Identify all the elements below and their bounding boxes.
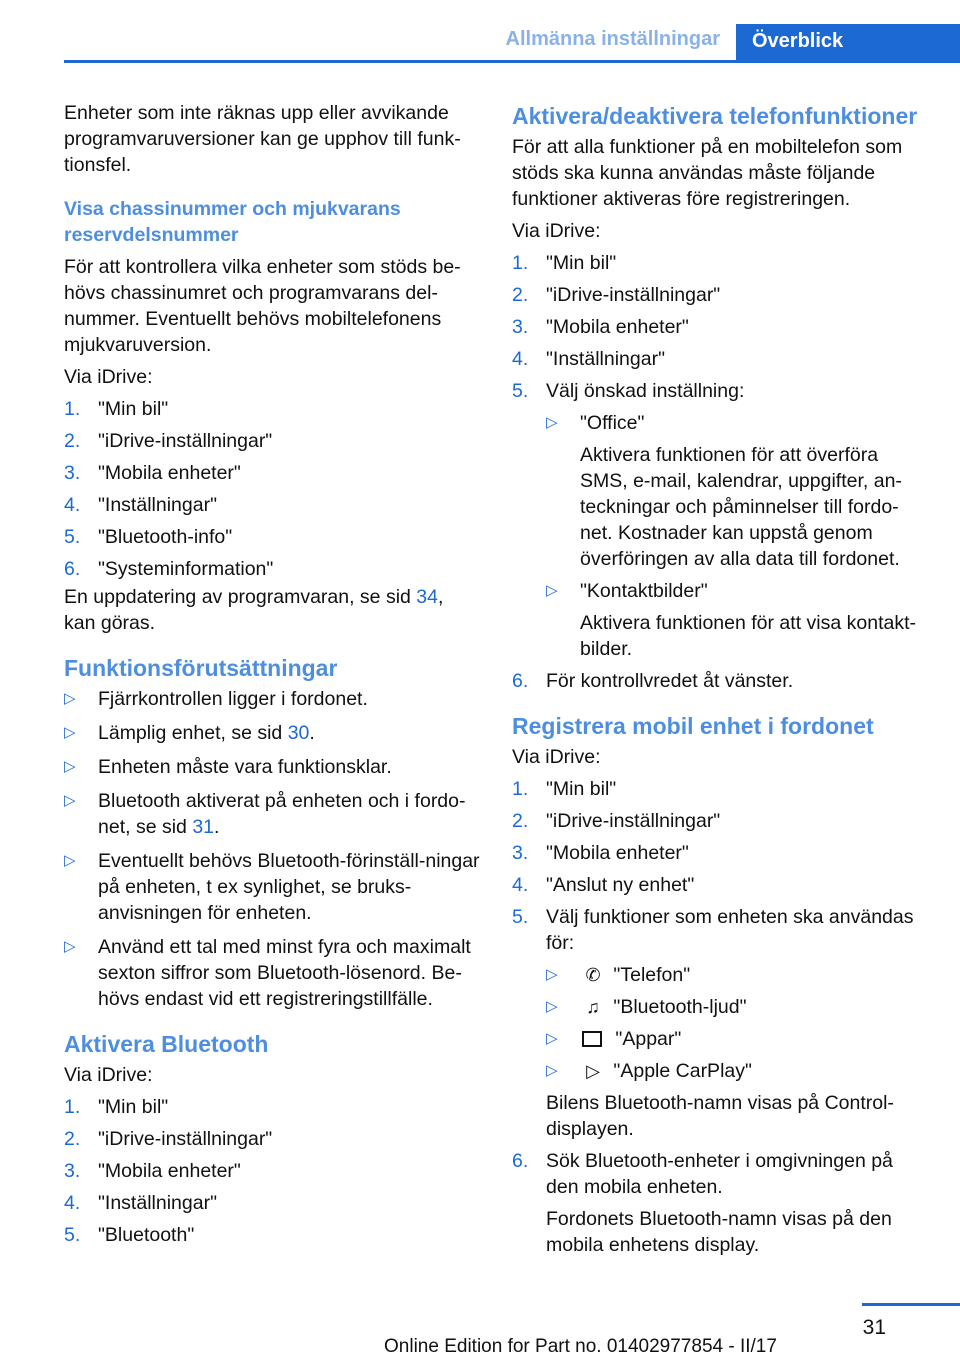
step-number: 5. xyxy=(64,526,81,548)
bullet-text: Eventuellt behövs Bluetooth-förinställ-ningar på enheten, t ex synlighet, se bruks-anvisningen för enheten. xyxy=(98,850,480,924)
step-text: "iDrive-inställningar" xyxy=(546,810,721,832)
option-description: Aktivera funktionen för att överföra SMS, e-mail, kalendrar, uppgifter, an-teckningar och påminnelser till fordo-net. Kostnader kan uppstå genom överföringen av alla data till fordonet. xyxy=(580,444,902,570)
bullet-text: Enheten måste vara funktionsklar. xyxy=(98,756,392,778)
option-item xyxy=(546,410,928,572)
step-text: För kontrollvredet åt vänster. xyxy=(546,670,794,692)
prerequisites-list xyxy=(64,686,480,1012)
header-tab xyxy=(736,24,960,63)
step-text: "iDrive-inställningar" xyxy=(98,1128,273,1150)
triangle-bullet-icon: ▷ xyxy=(546,998,558,1015)
step-item xyxy=(512,1148,928,1258)
header-section-title: Allmänna inställningar xyxy=(505,28,720,50)
step-number: 1. xyxy=(64,398,81,420)
step-item xyxy=(512,314,928,340)
step-item xyxy=(512,808,928,834)
option-item xyxy=(546,962,928,988)
step-text: "Inställningar" xyxy=(546,348,665,370)
header-rule xyxy=(64,60,960,63)
step-item xyxy=(512,282,928,308)
step-text: "Min bil" xyxy=(98,398,169,420)
section-heading-chassis: Visa chassinummer och mjukvarans reservdelsnummer xyxy=(64,198,401,246)
step-text: Välj önskad inställning: xyxy=(546,380,745,402)
step-text: "Anslut ny enhet" xyxy=(546,874,695,896)
chassis-steps xyxy=(64,396,480,582)
update-text-pre: En uppdatering av programvaran, se sid xyxy=(64,586,417,608)
step-number: 6. xyxy=(512,1150,529,1172)
step-text: "Inställningar" xyxy=(98,1192,217,1214)
right-column xyxy=(512,102,928,1264)
step-item xyxy=(64,1158,480,1184)
bullet-item xyxy=(64,686,480,712)
edition-footer: Online Edition for Part no. 01402977854 - II/17 xyxy=(384,1336,777,1357)
step-text: "Mobila enheter" xyxy=(98,1160,241,1182)
step-text: Välj funktioner som enheten ska användas för: xyxy=(546,906,914,954)
step-item xyxy=(64,460,480,486)
step-text: "Min bil" xyxy=(546,252,617,274)
step-number: 2. xyxy=(64,1128,81,1150)
step-number: 1. xyxy=(512,252,529,274)
step-text: "Bluetooth" xyxy=(98,1224,195,1246)
bullet-item xyxy=(64,934,480,1012)
option-label: "Apple CarPlay" xyxy=(613,1060,752,1082)
option-item xyxy=(546,1026,928,1052)
step-item xyxy=(512,840,928,866)
bullet-item xyxy=(64,788,480,840)
step-note: Bilens Bluetooth-namn visas på Control-displayen. xyxy=(546,1092,894,1140)
bluetooth-via: Via iDrive: xyxy=(64,1064,153,1086)
function-options-list xyxy=(546,962,928,1084)
intro-text: Enheter som inte räknas upp eller avvikande programvaruversioner kan ge upphov till funk-tionsfel. xyxy=(64,102,461,176)
option-label: "Bluetooth-ljud" xyxy=(613,996,747,1018)
step-number: 5. xyxy=(512,906,529,928)
option-description: Aktivera funktionen för att visa kontakt-bilder. xyxy=(580,612,916,660)
left-column xyxy=(64,100,480,1254)
apps-icon xyxy=(582,1031,602,1047)
option-item xyxy=(546,578,928,662)
step-number: 2. xyxy=(512,810,529,832)
step-number: 4. xyxy=(64,1192,81,1214)
step-item xyxy=(512,346,928,372)
section-heading-register-device: Registrera mobil enhet i fordonet xyxy=(512,713,874,739)
step-item xyxy=(64,524,480,550)
step-item xyxy=(64,1126,480,1152)
step-item xyxy=(64,492,480,518)
step-text: Sök Bluetooth-enheter i omgivningen på den mobila enheten. xyxy=(546,1150,893,1198)
step-number: 5. xyxy=(64,1224,81,1246)
step-number: 2. xyxy=(64,430,81,452)
header-tab-label: Överblick xyxy=(752,30,844,52)
triangle-bullet-icon: ▷ xyxy=(546,1062,558,1079)
bluetooth-steps xyxy=(64,1094,480,1248)
section-heading-phone-functions: Aktivera/deaktivera telefonfunktioner xyxy=(512,103,918,129)
step-text: "iDrive-inställningar" xyxy=(546,284,721,306)
triangle-bullet-icon: ▷ xyxy=(64,758,76,775)
step-number: 1. xyxy=(64,1096,81,1118)
step-text: "Mobila enheter" xyxy=(546,842,689,864)
step-number: 3. xyxy=(512,316,529,338)
bullet-text-post: . xyxy=(309,722,315,744)
footer-rule xyxy=(862,1303,960,1306)
step-number: 5. xyxy=(512,380,529,402)
triangle-bullet-icon: ▷ xyxy=(64,690,76,707)
bullet-item xyxy=(64,848,480,926)
step-item xyxy=(64,1222,480,1248)
triangle-bullet-icon: ▷ xyxy=(64,852,76,869)
step-number: 2. xyxy=(512,284,529,306)
bullet-text-pre: Lämplig enhet, se sid xyxy=(98,722,288,744)
page-link-31[interactable]: 31 xyxy=(192,816,215,838)
phone-functions-text: För att alla funktioner på en mobiltelefon som stöds ska kunna användas måste följande funktioner aktiveras före registreringen. xyxy=(512,136,903,210)
step-text: "Bluetooth-info" xyxy=(98,526,233,548)
section-heading-bluetooth: Aktivera Bluetooth xyxy=(64,1031,269,1057)
step-number: 4. xyxy=(64,494,81,516)
register-steps xyxy=(512,776,928,1258)
triangle-bullet-icon: ▷ xyxy=(546,414,558,431)
phone-functions-steps xyxy=(512,250,928,694)
bullet-text-post: . xyxy=(214,816,220,838)
step-text: "Systeminformation" xyxy=(98,558,274,580)
page-number: 31 xyxy=(862,1316,886,1339)
step-text: "Min bil" xyxy=(546,778,617,800)
step-text: "Inställningar" xyxy=(98,494,217,516)
option-title: "Kontaktbilder" xyxy=(580,580,708,602)
step-item xyxy=(64,396,480,422)
step-number: 4. xyxy=(512,874,529,896)
step-item xyxy=(512,668,928,694)
step-number: 1. xyxy=(512,778,529,800)
page-link-34[interactable]: 34 xyxy=(416,586,438,608)
step-note: Fordonets Bluetooth-namn visas på den mobila enhetens display. xyxy=(546,1208,892,1256)
phone-functions-via: Via iDrive: xyxy=(512,220,601,242)
triangle-bullet-icon: ▷ xyxy=(546,966,558,983)
setting-options-list xyxy=(546,410,928,662)
step-text: "Mobila enheter" xyxy=(546,316,689,338)
music-note-icon: ♫ xyxy=(586,997,600,1017)
carplay-icon: ▷ xyxy=(586,1061,600,1081)
option-item xyxy=(546,994,928,1020)
section-heading-prerequisites: Funktionsförutsättningar xyxy=(64,655,338,681)
update-text-post: , kan göras. xyxy=(64,586,444,634)
bullet-item xyxy=(64,720,480,746)
chassis-via: Via iDrive: xyxy=(64,366,153,388)
step-number: 4. xyxy=(512,348,529,370)
step-number: 3. xyxy=(64,1160,81,1182)
step-item xyxy=(64,428,480,454)
step-item xyxy=(512,776,928,802)
triangle-bullet-icon: ▷ xyxy=(546,582,558,599)
step-text: "iDrive-inställningar" xyxy=(98,430,273,452)
step-text: "Mobila enheter" xyxy=(98,462,241,484)
triangle-bullet-icon: ▷ xyxy=(546,1030,558,1047)
bullet-text-pre: Bluetooth aktiverat på enheten och i fordo-net, se sid xyxy=(98,790,466,838)
bullet-text: Fjärrkontrollen ligger i fordonet. xyxy=(98,688,368,710)
option-title: "Office" xyxy=(580,412,645,434)
step-number: 3. xyxy=(64,462,81,484)
step-item xyxy=(512,378,928,662)
step-item xyxy=(64,1190,480,1216)
phone-icon: ✆ xyxy=(585,965,601,985)
step-item xyxy=(512,250,928,276)
step-number: 3. xyxy=(512,842,529,864)
triangle-bullet-icon: ▷ xyxy=(64,938,76,955)
step-item xyxy=(64,556,480,582)
register-via: Via iDrive: xyxy=(512,746,601,768)
step-number: 6. xyxy=(512,670,529,692)
bullet-item xyxy=(64,754,480,780)
triangle-bullet-icon: ▷ xyxy=(64,724,76,741)
option-label: "Telefon" xyxy=(613,964,691,986)
page-link-30[interactable]: 30 xyxy=(287,722,310,744)
step-number: 6. xyxy=(64,558,81,580)
option-label: "Appar" xyxy=(615,1028,682,1050)
step-item xyxy=(512,872,928,898)
step-item xyxy=(64,1094,480,1120)
step-text: "Min bil" xyxy=(98,1096,169,1118)
update-text xyxy=(64,584,480,636)
bullet-text: Använd ett tal med minst fyra och maximalt sexton siffror som Bluetooth-lösenord. Be-hövs endast vid ett registreringstillfälle. xyxy=(98,936,471,1010)
step-item xyxy=(512,904,928,1142)
option-item xyxy=(546,1058,928,1084)
chassis-text: För att kontrollera vilka enheter som stöds be-hövs chassinumret och programvarans del-nummer. Eventuellt behövs mobiltelefonens mjukvaruversion. xyxy=(64,256,461,356)
triangle-bullet-icon: ▷ xyxy=(64,792,76,809)
